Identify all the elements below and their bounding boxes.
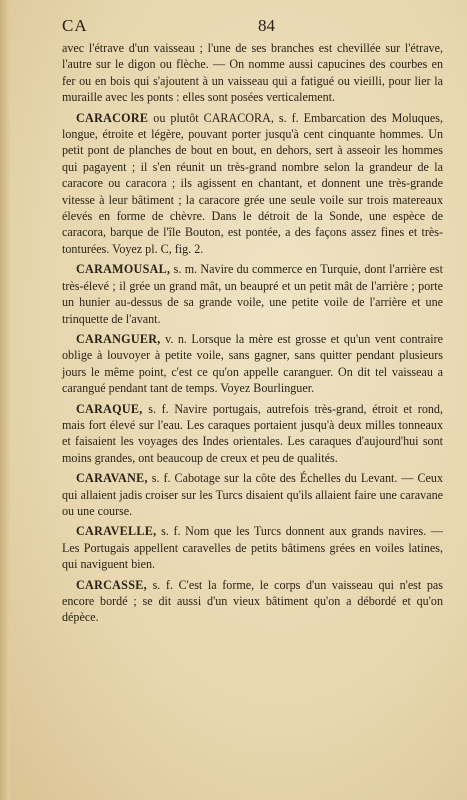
entry-headword: CARACORE [76, 110, 149, 125]
entry-headword: CARAQUE, [76, 401, 143, 416]
entry-caranguer [62, 331, 443, 397]
entry-headword: CARANGUER, [76, 331, 161, 346]
entry-text: s. m. Navire du commerce en Turquie, dont l'arrière est très-élevé ; il grée un grand mât, un beaupré et un petit mât de l'arrière ; porte un hunier au-dessus de sa grande voile, une petite voile de l'arrière et une trinquette de l'avant. [62, 262, 443, 326]
entry-carcasse [62, 577, 443, 626]
page-number: 84 [258, 16, 275, 35]
entry-text: s. f. Navire portugais, autrefois très-grand, étroit et rond, mais fort élevé sur l'eau. Les caraques portaient jusqu'à deux milles tonneaux et faisaient les voyages des Indes orientales. Les caraques d'aujourd'hui sont moins grandes, ont beaucoup de creux et peu de qualités. [62, 401, 443, 465]
entry-text: s. f. C'est la forme, le corps d'un vaisseau qui n'est pas encore bordé ; se dit aussi d'un vieux bâtiment qu'on a débordé et qu'on dépèce. [62, 577, 444, 625]
page-spine-shadow [0, 0, 10, 800]
entry-headword: CARCASSE, [76, 577, 147, 592]
page-header [62, 16, 443, 40]
entry-text: s. f. Nom que les Turcs donnent aux grands navires. — Les Portugais appellent caravelles de petits bâtimens grées en voiles latines, qui naviguent bien. [62, 524, 443, 572]
entry-caramousal [62, 261, 443, 327]
entry-caracore [62, 110, 443, 258]
entry-headword: CARAMOUSAL, [76, 262, 171, 277]
page-text [62, 40, 443, 626]
entry-text: v. n. Lorsque la mère est grosse et qu'un vent contraire oblige à louvoyer à petite voile, sans gagner, sans quitter pendant plusieurs jours le même point, c'est ce qu'on appelle caranguer. On dit tel vaisseau a carangué pendant tant de temps. Voyez Bourlinguer. [62, 331, 443, 396]
entry-caravelle [62, 523, 443, 572]
entry-text: avec l'étrave d'un vaisseau ; l'une de ses branches est chevillée sur l'étrave, l'autre sur le digon ou flèche. — On nomme aussi capucines des courbes en fer ou en bois qui s'ajoutent à un vaisseau qui a fatigué ou vieilli, pour lier la muraille avec les ponts : elles sont posées verticalement. [62, 41, 443, 105]
section-letters: CA [62, 16, 88, 35]
entry-headword: CARAVANE, [76, 471, 148, 486]
entry-continuation [62, 40, 443, 106]
entry-caraque [62, 401, 443, 467]
entry-text: s. f. Cabotage sur la côte des Échelles du Levant. — Ceux qui allaient jadis croiser sur les Turcs disaient qu'ils allaient faire une caravane ou une course. [62, 471, 443, 518]
entry-caravane [62, 470, 443, 519]
entry-headword: CARAVELLE, [76, 524, 157, 539]
entry-text: ou plutôt CARACORA, s. f. Embarcation des Moluques, longue, étroite et légère, pouvant porter jusqu'à cent cinquante hommes. Un petit pont de planches de bout en bout, en dehors, sert à asseoir les hommes qui pagayent ; il s'en réunit un très-grand nombre selon la grandeur de la caracore ou caracora ; ils agissent en chantant, et donnent une très-grande vitesse à leur bâtiment ; la caracore grée une seule voile sur trois matereaux élevés en forme de chèvre. Dans le détroit de la Sonde, une espèce de caracora, barque de l'île Bouton, est pontée, a des façons assez fines et très-tonturées. Voyez pl. C, fig. 2. [62, 110, 443, 256]
